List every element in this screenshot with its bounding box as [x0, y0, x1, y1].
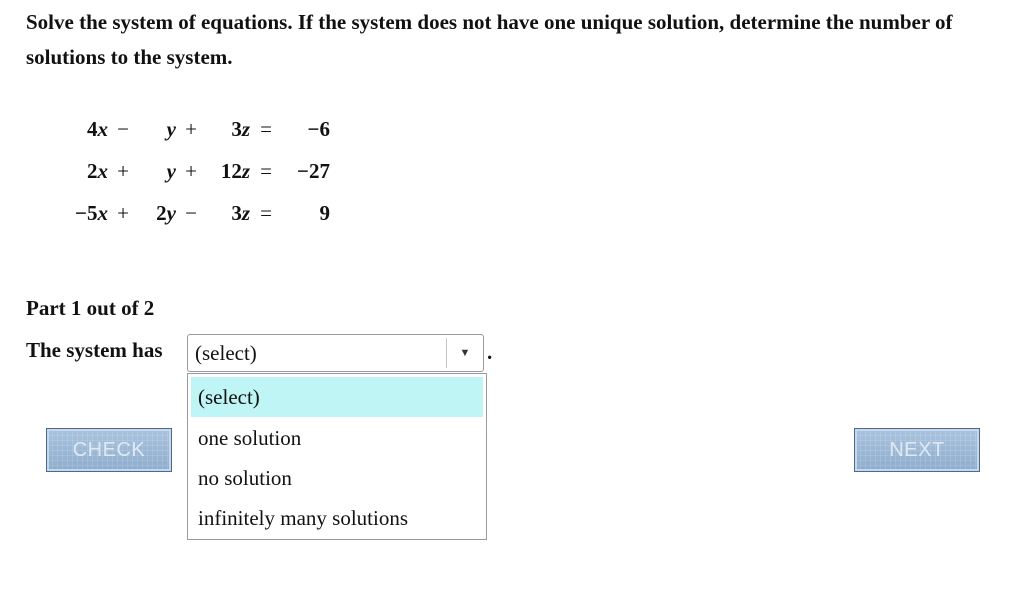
- solution-count-select[interactable]: [187, 334, 484, 372]
- equation-term: 3z: [231, 200, 250, 225]
- equation-term: 12z: [220, 158, 250, 183]
- equation-term: 2x: [87, 158, 108, 183]
- option-one-solution[interactable]: one solution: [198, 426, 302, 450]
- option-infinitely-many-solutions[interactable]: infinitely many solutions: [198, 506, 408, 530]
- equation-constant: 9: [319, 200, 330, 225]
- equation-term: 2y: [156, 200, 176, 225]
- check-button[interactable]: CHECK: [46, 428, 172, 472]
- equation-term: y: [166, 116, 176, 141]
- option-no-solution[interactable]: no solution: [198, 466, 292, 490]
- equation-constant: −27: [297, 158, 330, 183]
- equals-sign: =: [260, 116, 272, 141]
- equation-operator: −: [185, 200, 197, 225]
- equals-sign: =: [260, 158, 272, 183]
- equation-term: −5x: [75, 200, 108, 225]
- equation-operator: +: [185, 116, 197, 141]
- equation-row: [60, 108, 330, 150]
- equation-operator: −: [117, 116, 129, 141]
- equation-term: 4x: [87, 116, 108, 141]
- question-text: Solve the system of equations. If the system does not have one unique solution, determine the number of solutions to the system.: [26, 10, 953, 69]
- equation-row: [60, 192, 330, 234]
- answer-prompt: The system has: [26, 338, 163, 362]
- equation-operator: +: [117, 200, 129, 225]
- equation-term: 3z: [231, 116, 250, 141]
- triangle-down-icon[interactable]: ▼: [459, 347, 471, 359]
- equation-constant: −6: [307, 116, 330, 141]
- part-label: Part 1 out of 2: [26, 296, 155, 320]
- select-divider: [446, 338, 447, 368]
- select-current-value: (select): [195, 341, 257, 365]
- equals-sign: =: [260, 200, 272, 225]
- equation-term: y: [166, 158, 176, 183]
- next-button[interactable]: NEXT: [854, 428, 980, 472]
- equation-operator: +: [117, 158, 129, 183]
- option-select[interactable]: (select): [191, 377, 483, 417]
- select-dropdown-list: [187, 373, 487, 540]
- equation-row: [60, 150, 330, 192]
- sentence-period: .: [487, 340, 493, 364]
- equation-system: [60, 108, 330, 234]
- equation-operator: +: [185, 158, 197, 183]
